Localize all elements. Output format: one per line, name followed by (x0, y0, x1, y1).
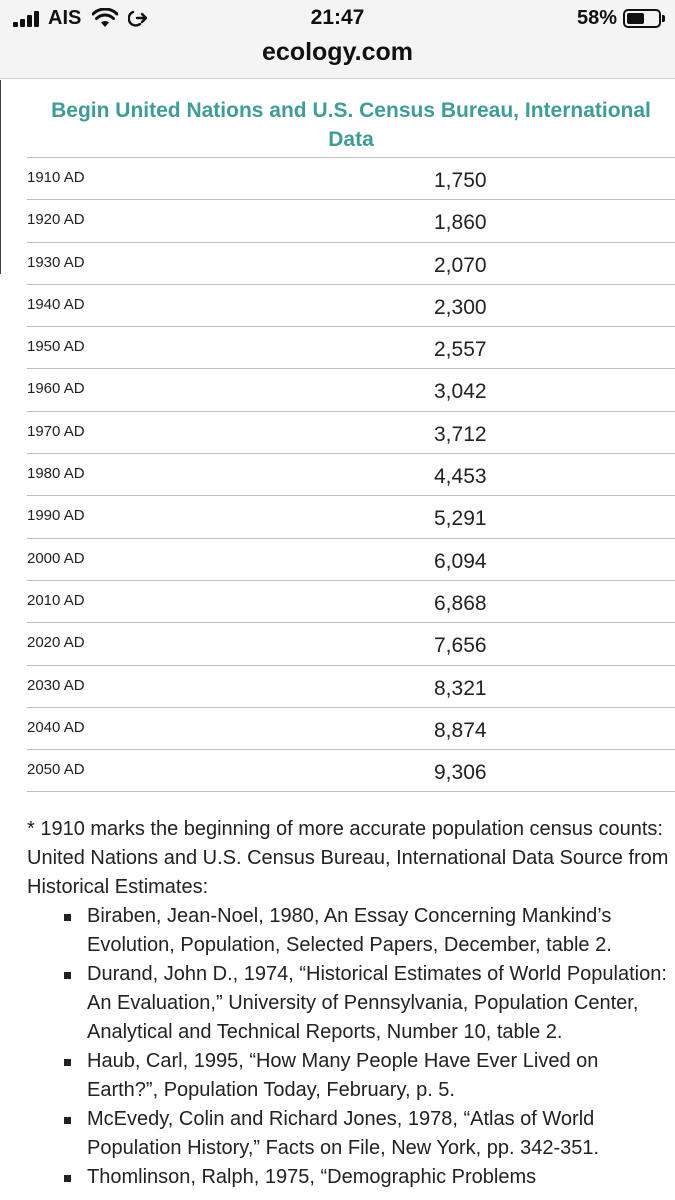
population-cell: 1,860 (434, 211, 487, 235)
table-row (27, 158, 675, 200)
year-cell: 2040 AD (27, 718, 85, 736)
source-item: McEvedy, Colin and Richard Jones, 1978, “Atlas of World Population History,” Facts on File, New York, pp. 342-351. (27, 1105, 675, 1163)
population-cell: 9,306 (434, 761, 487, 785)
population-cell: 2,070 (434, 253, 487, 277)
source-list (27, 902, 675, 1192)
population-cell: 5,291 (434, 507, 487, 531)
page-edge-divider (0, 80, 1, 274)
table-row (27, 496, 675, 538)
year-cell: 2030 AD (27, 676, 85, 694)
population-cell: 3,042 (434, 380, 487, 404)
year-cell: 1920 AD (27, 211, 85, 229)
url-bar[interactable]: ecology.com (262, 38, 413, 66)
year-cell: 1940 AD (27, 295, 85, 313)
population-cell: 2,300 (434, 295, 487, 319)
year-cell: 1960 AD (27, 380, 85, 398)
table-row (27, 412, 675, 454)
year-cell: 1990 AD (27, 507, 85, 525)
battery-percent: 58% (576, 7, 617, 29)
population-cell: 4,453 (434, 465, 487, 489)
table-row (27, 708, 675, 750)
source-item: Biraben, Jean-Noel, 1980, An Essay Concerning Mankind’s Evolution, Population, Selected Papers, December, table 2. (27, 902, 675, 960)
clock: 21:47 (310, 6, 365, 29)
table-row (27, 285, 675, 327)
carrier-name: AIS (48, 7, 82, 29)
table-body (27, 158, 675, 792)
table-row (27, 454, 675, 496)
table-row (27, 243, 675, 285)
population-cell: 3,712 (434, 422, 487, 446)
population-cell: 2,557 (434, 338, 487, 362)
table-row (27, 369, 675, 411)
year-cell: 2050 AD (27, 761, 85, 779)
source-item: Durand, John D., 1974, “Historical Estimates of World Population: An Evaluation,” University of Pennsylvania, Population Center, Analytical and Technical Reports, Number 10, table 2. (27, 960, 675, 1047)
table-title: Begin United Nations and U.S. Census Bureau, International Data (27, 88, 675, 158)
source-item: Thomlinson, Ralph, 1975, “Demographic Problems (27, 1163, 675, 1192)
year-cell: 1970 AD (27, 422, 85, 440)
year-cell: 1930 AD (27, 253, 85, 271)
table-row (27, 623, 675, 665)
population-cell: 8,874 (434, 718, 487, 742)
year-cell: 1980 AD (27, 465, 85, 483)
population-cell: 6,094 (434, 549, 487, 573)
population-table (27, 88, 675, 792)
population-cell: 6,868 (434, 591, 487, 615)
year-cell: 2010 AD (27, 591, 85, 609)
battery-icon (623, 9, 661, 28)
footnote-intro: * 1910 marks the beginning of more accurate population census counts: United Nations and U.S. Census Bureau, International Data Source from Historical Estimates: (27, 818, 669, 898)
table-row (27, 327, 675, 369)
source-item: Haub, Carl, 1995, “How Many People Have Ever Lived on Earth?”, Population Today, February, p. 5. (27, 1047, 675, 1105)
year-cell: 1950 AD (27, 338, 85, 356)
status-bar (0, 0, 675, 36)
table-row (27, 666, 675, 708)
population-cell: 7,656 (434, 634, 487, 658)
footnotes (27, 815, 675, 1192)
population-cell: 8,321 (434, 676, 487, 700)
year-cell: 2020 AD (27, 634, 85, 652)
year-cell: 1910 AD (27, 169, 85, 186)
table-row (27, 200, 675, 242)
table-row (27, 581, 675, 623)
table-row (27, 750, 675, 792)
browser-header (0, 0, 675, 79)
population-cell: 1,750 (434, 169, 487, 192)
table-row (27, 539, 675, 581)
year-cell: 2000 AD (27, 549, 85, 567)
